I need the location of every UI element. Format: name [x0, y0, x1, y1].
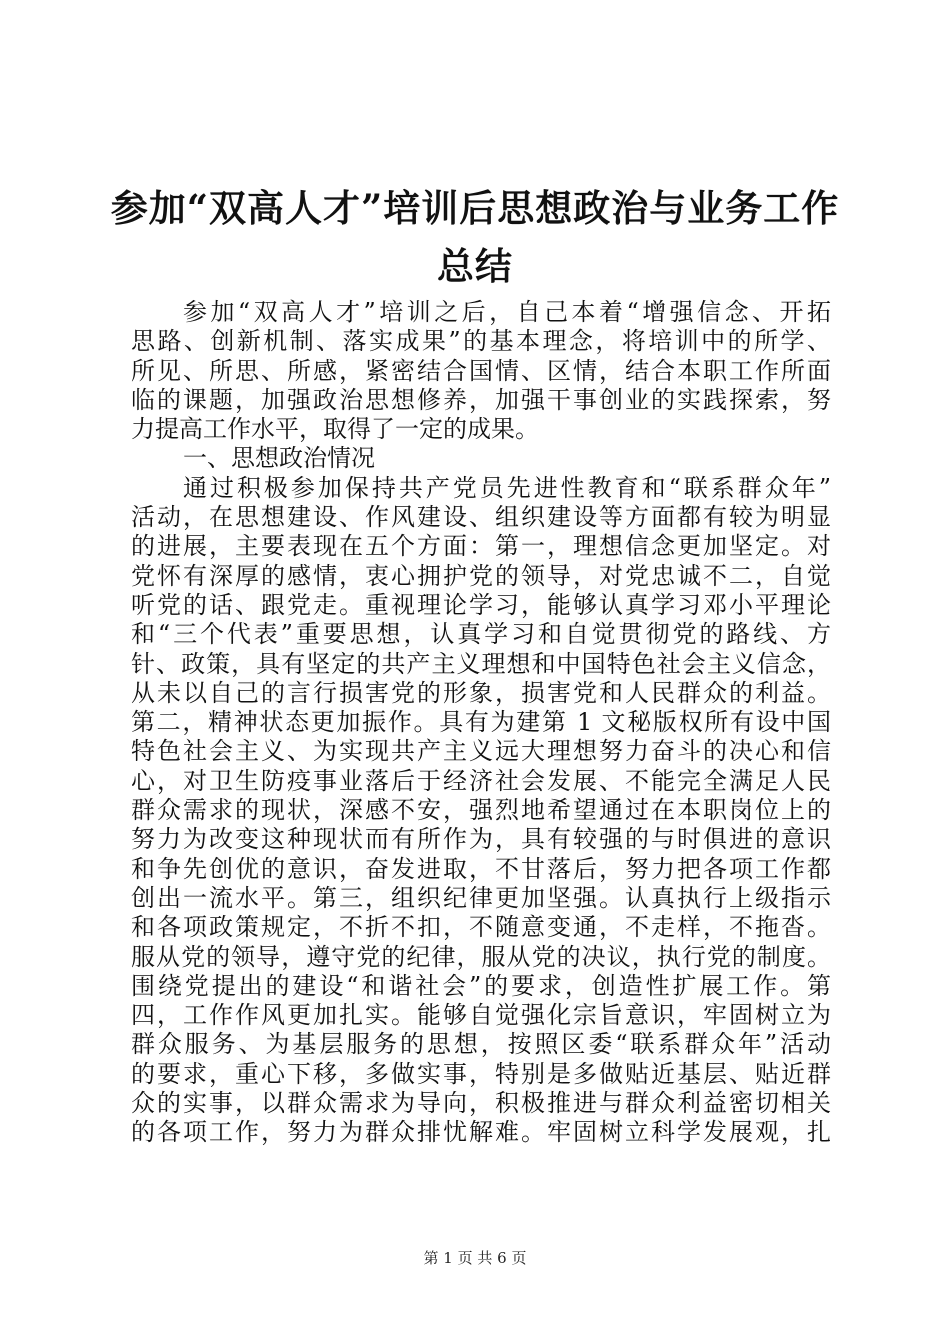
paragraph-line: 群众需求的现状，深感不安，强烈地希望通过在本职岗位上的 — [131, 796, 831, 825]
paragraph-line: 参加“双高人才”培训之后，自己本着“增强信念、开拓 — [183, 298, 831, 326]
paragraph-line: 众的实事，以群众需求为导向，积极推进与群众利益密切相关 — [131, 1089, 831, 1118]
paragraph-line: 围绕党提出的建设“和谐社会”的要求，创造性扩展工作。第 — [131, 971, 831, 1000]
paragraph-line: 的各项工作，努力为群众排忧解难。牢固树立科学发展观，扎 — [131, 1118, 831, 1147]
paragraph-line: 特色社会主义、为实现共产主义远大理想努力奋斗的决心和信 — [131, 737, 831, 766]
document-body — [131, 298, 831, 1148]
paragraph-line: 思路、创新机制、落实成果”的基本理念，将培训中的所学、 — [131, 327, 831, 356]
document-title-line-2: 总结 — [437, 244, 513, 288]
paragraph-line: 党怀有深厚的感情，衷心拥护党的领导，对党忠诚不二，自觉 — [131, 561, 831, 590]
paragraph-line: 和各项政策规定，不折不扣，不随意变通，不走样，不拖沓。 — [131, 913, 831, 942]
document-title-line-1: 参加“双高人才”培训后思想政治与业务工作 — [110, 186, 840, 230]
paragraph-line: 努力为改变这种现状而有所作为，具有较强的与时俱进的意识 — [131, 825, 831, 854]
paragraph-line: 听党的话、跟党走。重视理论学习，能够认真学习邓小平理论 — [131, 590, 831, 619]
paragraph-line: 和争先创优的意识，奋发进取，不甘落后，努力把各项工作都 — [131, 854, 831, 883]
paragraph-line: 的进展，主要表现在五个方面：第一，理想信念更加坚定。对 — [131, 532, 831, 561]
paragraph-line: 活动，在思想建设、作风建设、组织建设等方面都有较为明显 — [131, 503, 831, 532]
paragraph-line: 创出一流水平。第三，组织纪律更加坚强。认真执行上级指示 — [131, 883, 831, 912]
paragraph-line: 从未以自己的言行损害党的形象，损害党和人民群众的利益。 — [131, 678, 831, 707]
paragraph-line: 群众服务、为基层服务的思想，按照区委“联系群众年”活动 — [131, 1030, 831, 1059]
paragraph-line: 服从党的领导，遵守党的纪律，服从党的决议，执行党的制度。 — [131, 942, 831, 971]
paragraph-line: 第二，精神状态更加振作。具有为建第 1 文秘版权所有设中国 — [131, 708, 831, 737]
section-heading: 一、思想政治情况 — [183, 444, 375, 473]
paragraph-line: 临的课题，加强政治思想修养，加强干事创业的实践探索，努 — [131, 385, 831, 414]
page-footer: 第 1 页 共 6 页 — [423, 1249, 527, 1267]
paragraph-line: 心，对卫生防疫事业落后于经济社会发展、不能完全满足人民 — [131, 766, 831, 795]
paragraph-line: 和“三个代表”重要思想，认真学习和自觉贯彻党的路线、方 — [131, 620, 831, 649]
paragraph-line: 针、政策，具有坚定的共产主义理想和中国特色社会主义信念， — [131, 649, 831, 678]
paragraph-line: 通过积极参加保持共产党员先进性教育和“联系群众年” — [183, 473, 831, 502]
paragraph-line: 所见、所思、所感，紧密结合国情、区情，结合本职工作所面 — [131, 356, 831, 385]
paragraph-line: 的要求，重心下移，多做实事，特别是多做贴近基层、贴近群 — [131, 1059, 831, 1088]
paragraph-line: 四，工作作风更加扎实。能够自觉强化宗旨意识，牢固树立为 — [131, 1001, 831, 1030]
paragraph-line: 力提高工作水平，取得了一定的成果。 — [131, 415, 539, 444]
